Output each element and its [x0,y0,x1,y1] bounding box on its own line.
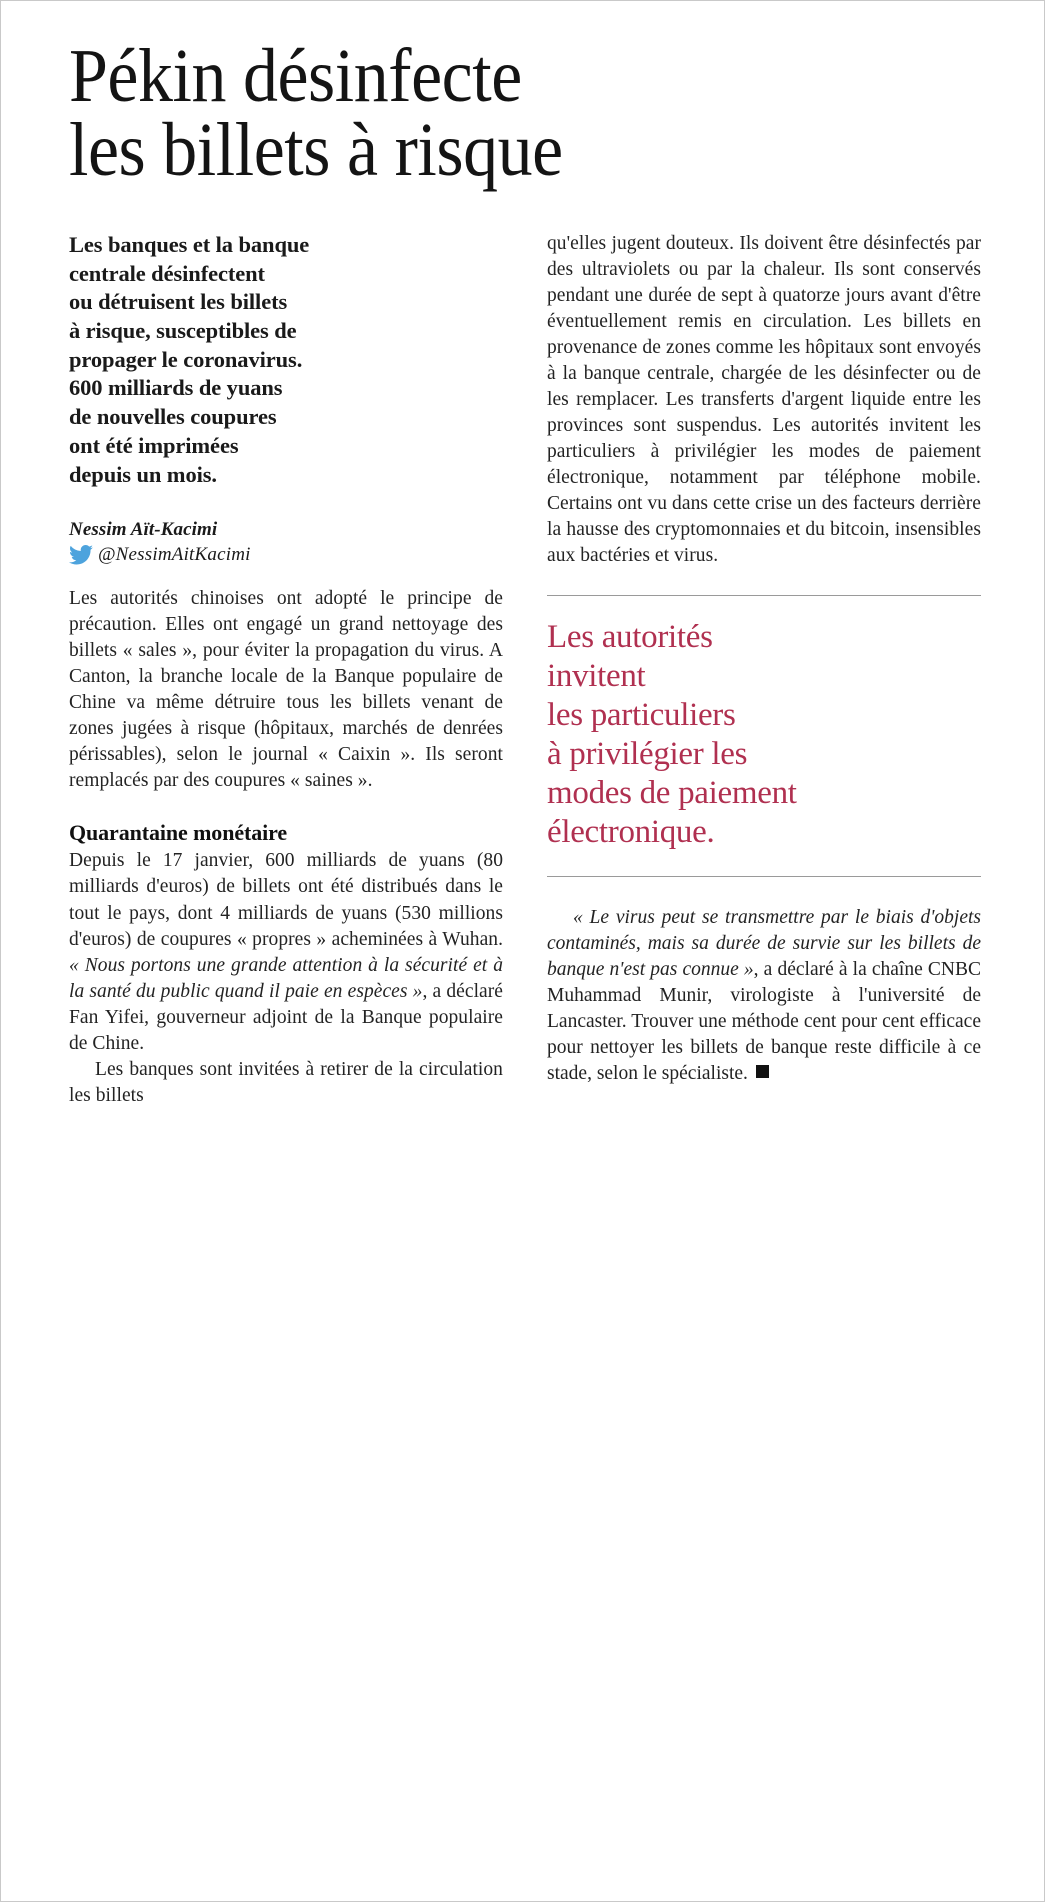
twitter-bird-icon [69,545,93,565]
pullquote-top-rule [547,595,981,596]
byline [69,519,503,566]
byline-twitter-handle[interactable]: @NessimAitKacimi [98,544,251,566]
pullquote-line: à privilégier les [547,736,748,773]
body-paragraph-continued: qu'elles jugent douteux. Ils doivent être désinfectés par des ultraviolets ou par la chaleur. Ils sont conservés pendant une durée de sept à quatorze jours avant d'être éventuellement remis en circulation. Les billets en provenance de zones comme les hôpitaux sont envoyés à la banque centrale, chargée de les désinfecter ou de les remplacer. Les transferts d'argent liquide entre les provinces sont suspendus. Les autorités invitent les particuliers à privilégier les modes de paiement électronique, notamment par téléphone mobile. Certains ont vu dans cette crise un des facteurs derrière la hausse des cryptomonnaies et du bitcoin, insensibles aux bactéries et virus. [547,233,981,567]
end-of-article-square-icon [756,1065,769,1078]
left-column [69,231,503,1109]
article-columns [69,231,981,1109]
section-subheading: Quarantaine monétaire [69,820,288,846]
standfirst-line: ou détruisent les billets [69,289,288,315]
article-inner [69,35,981,1865]
pullquote-line: les particuliers [547,697,736,734]
standfirst-line: propager le coronavirus. [69,346,303,372]
right-column [547,231,981,1109]
standfirst-line: centrale désinfectent [69,260,265,286]
paragraph-2-part1: Depuis le 17 janvier, 600 milliards de yuans (80 milliards d'euros) de billets ont été distribués dans le tout le pays, dont 4 milliards de yuans (530 millions d'euros) de coupures « propres » acheminées à Wuhan. [69,850,503,950]
pullquote-line: électronique. [547,814,715,851]
closing-quote-italic: « Le virus peut se transmettre par le biais d'objets contaminés, mais sa durée de survie sur les billets de banque n'est pas connue » [547,907,981,981]
standfirst-line: ont été imprimées [69,432,239,458]
body-paragraph-1: Les autorités chinoises ont adopté le principe de précaution. Elles ont engagé un grand nettoyage des billets « sales », pour éviter la propagation du virus. A Canton, la branche locale de la Banque populaire de Chine va même détruire tous les billets venant de zones jugées à risque (hôpitaux, marchés de denrées périssables), selon le journal « Caixin ». Ils seront remplacés par des coupures « saines ». [69,588,503,792]
byline-author-name: Nessim Aït-Kacimi [69,519,218,541]
body-paragraph-3: Les banques sont invitées à retirer de la circulation les billets [69,1058,503,1106]
standfirst [69,231,503,489]
standfirst-line: à risque, susceptibles de [69,318,297,344]
pullquote-line: modes de paiement [547,775,797,812]
pullquote-line: Les autorités [547,619,713,656]
pull-quote [547,618,981,852]
closing-quote-paragraph [547,905,981,1087]
closing-quote-attribution: , a déclaré à la chaîne CNBC Muhammad Munir, virologiste à l'université de Lancaster. Trouver une méthode cent pour cent efficace pour nettoyer les billets de banque reste difficile à ce stade, selon le spécialiste. [547,959,981,1085]
standfirst-line: Les banques et la banque [69,232,310,257]
headline-line-2: les billets à risque [69,108,563,193]
pullquote-line: invitent [547,658,646,695]
standfirst-line: de nouvelles coupures [69,404,277,430]
standfirst-line: 600 milliards de yuans [69,375,283,401]
paragraph-2-part2: , a déclaré Fan Yifei, gouverneur adjoint de la Banque populaire de Chine. [69,980,503,1054]
page-title [69,34,908,193]
pullquote-bottom-rule [547,876,981,877]
paragraph-2-quote: « Nous portons une grande attention à la sécurité et à la santé du public quand il paie en espèces » [69,954,503,1002]
body-paragraph-2 [69,848,503,1056]
headline-line-1: Pékin désinfecte [69,34,522,118]
standfirst-line: depuis un mois. [69,461,217,487]
byline-twitter-row[interactable] [69,544,503,566]
